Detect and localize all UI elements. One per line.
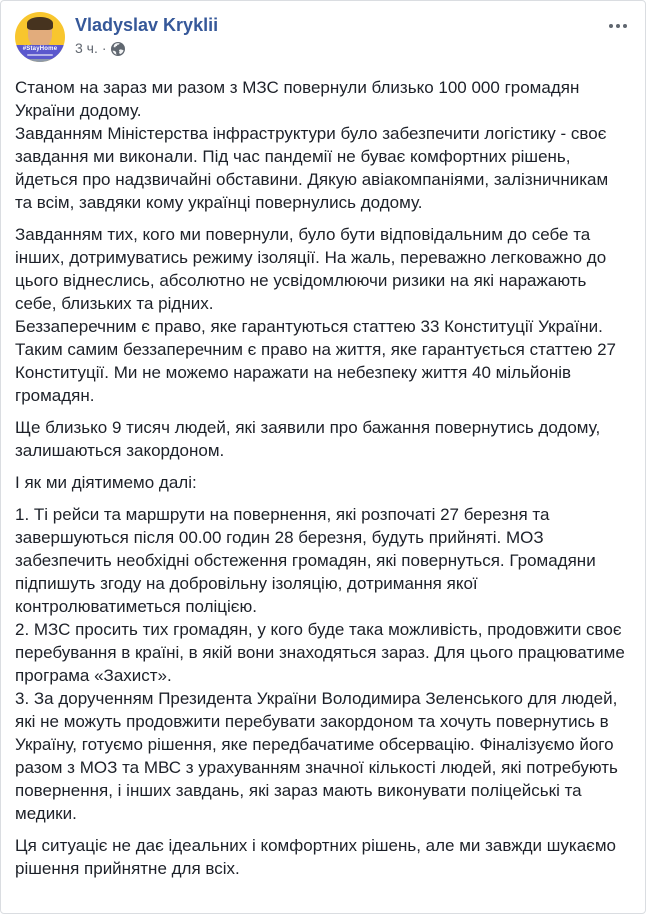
ellipsis-icon	[616, 24, 620, 28]
paragraph: Завданням тих, кого ми повернули, було бути відповідальним до себе та інших, дотримуватись режиму ізоляції. На жаль, переважно легковажно до цього віднеслись, абсолютно не усвідомлюючи ризики на які наражають себе, близьких та рідних.	[15, 225, 607, 313]
paragraph-block	[15, 471, 629, 494]
paragraph-block	[15, 834, 629, 880]
paragraph: Завданням Міністерства інфраструктури було забезпечити логістику - своє завдання ми виконали. Під час пандемії не буває комфортних рішень, йдеться про надзвичайні обставини. Дякую авіакомпаніями, залізничникам та всім, завдяки кому українці повернулись додому.	[15, 124, 609, 212]
author-avatar[interactable]	[15, 12, 65, 62]
header-text	[75, 12, 607, 56]
post-header	[1, 1, 645, 62]
post-meta-row	[75, 40, 607, 56]
paragraph: Ще близько 9 тисяч людей, які заявили про бажання повернутись додому, залишаються закордоном.	[15, 418, 601, 460]
paragraph: Ця ситуаціє не дає ідеальних і комфортних рішень, але ми завжди шукаємо рішення прийнятне для всіх.	[15, 836, 616, 878]
timestamp-link[interactable]: 3 ч.	[75, 40, 98, 56]
avatar-hair-shape	[27, 17, 53, 30]
ellipsis-icon	[609, 24, 613, 28]
ellipsis-icon	[623, 24, 627, 28]
paragraph-block	[15, 223, 629, 407]
more-options-button[interactable]	[607, 16, 629, 36]
post-body	[1, 62, 645, 880]
paragraph: Станом на зараз ми разом з МЗС повернули близько 100 000 громадян України додому.	[15, 78, 580, 120]
meta-separator: ·	[101, 40, 107, 56]
paragraph: І як ми діятимемо далі:	[15, 473, 197, 492]
paragraph-block	[15, 76, 629, 214]
paragraph: Беззаперечним є право, яке гарантуються статтею 33 Конституції України. Таким самим беззаперечним є право на життя, яке гарантується статтею 27 Конституції. Ми не можемо наражати на небезпеку життя 40 мільйонів громадян.	[15, 317, 617, 405]
paragraph-list-item: 2. МЗС просить тих громадян, у кого буде така можливість, продовжити своє перебування в країні, в якій вони знаходяться зараз. Для цього працюватиме програма «Захист».	[15, 620, 625, 685]
paragraph-block	[15, 503, 629, 825]
author-name-link[interactable]: Vladyslav Kryklii	[75, 15, 219, 35]
paragraph-list-item: 3. За дорученням Президента України Володимира Зеленського для людей, які не можуть продовжити перебувати закордоном та хочуть повернутись в Україну, готуємо рішення, яке передбачатиме обсервацію. Фіналізуємо його разом з МОЗ та МВС з урахуванням значної кількості людей, які потребують повернення, і інших завдань, які зараз мають виконувати поліцейські та медики.	[15, 689, 618, 823]
stayhome-frame-badge: #StayHome	[15, 45, 65, 59]
paragraph-block	[15, 416, 629, 462]
globe-icon	[111, 42, 125, 56]
paragraph-list-item: 1. Ті рейси та маршрути на повернення, які розпочаті 27 березня та завершуються після 00.00 годин 28 березня, будуть прийняті. МОЗ забезпечить необхідні обстеження громадян, які повернуться. Громадяни підпишуть згоду на добровільну ізоляцію, дотримання якої контролюватиметься поліцією.	[15, 505, 596, 616]
